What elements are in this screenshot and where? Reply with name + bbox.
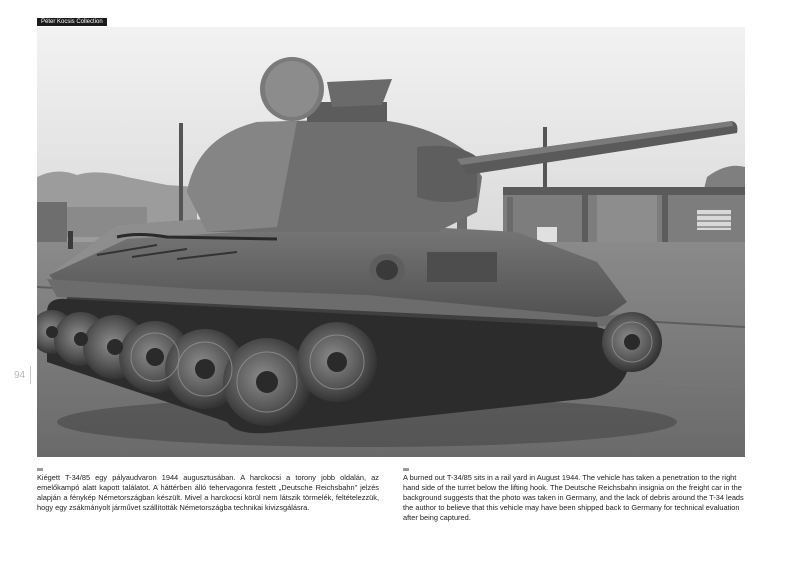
caption-hungarian-text: Kiégett T-34/85 egy pályaudvaron 1944 augusztusában. A harckocsi a torony jobb oldalán, az emelőkampó alatt kapott találatot. A háttérben álló tehervagonra festett „Deutsche Reichsbahn” jelzés alapján a fénykép Németországban készült. Mivel a harckocsi körül nem látszik törmelék, feltételezzük, hogy egy zsákmányolt járművet szállították Németországba technikai kivizsgálásra. [37, 473, 379, 513]
page-number: 94 [14, 370, 26, 381]
caption-hungarian [37, 468, 379, 513]
page-number-divider [30, 366, 31, 384]
caption-marker [403, 468, 409, 471]
caption-english-text: A burned out T-34/85 sits in a rail yard in August 1944. The vehicle has taken a penetration to the right hand side of the turret below the lifting hook. The Deutsche Reichsbahn insignia on the freight car in the background suggests that the photo was taken in Germany, and the lack of debris around the T-34 leads the author to believe that this vehicle may have been shipped back to Germany for technical evaluation after being captured. [403, 473, 744, 523]
caption-english [403, 468, 745, 523]
tank-photograph [37, 27, 745, 457]
caption-marker [37, 468, 43, 471]
photo-credit-label: Péter Kocsis Collection [37, 18, 107, 26]
